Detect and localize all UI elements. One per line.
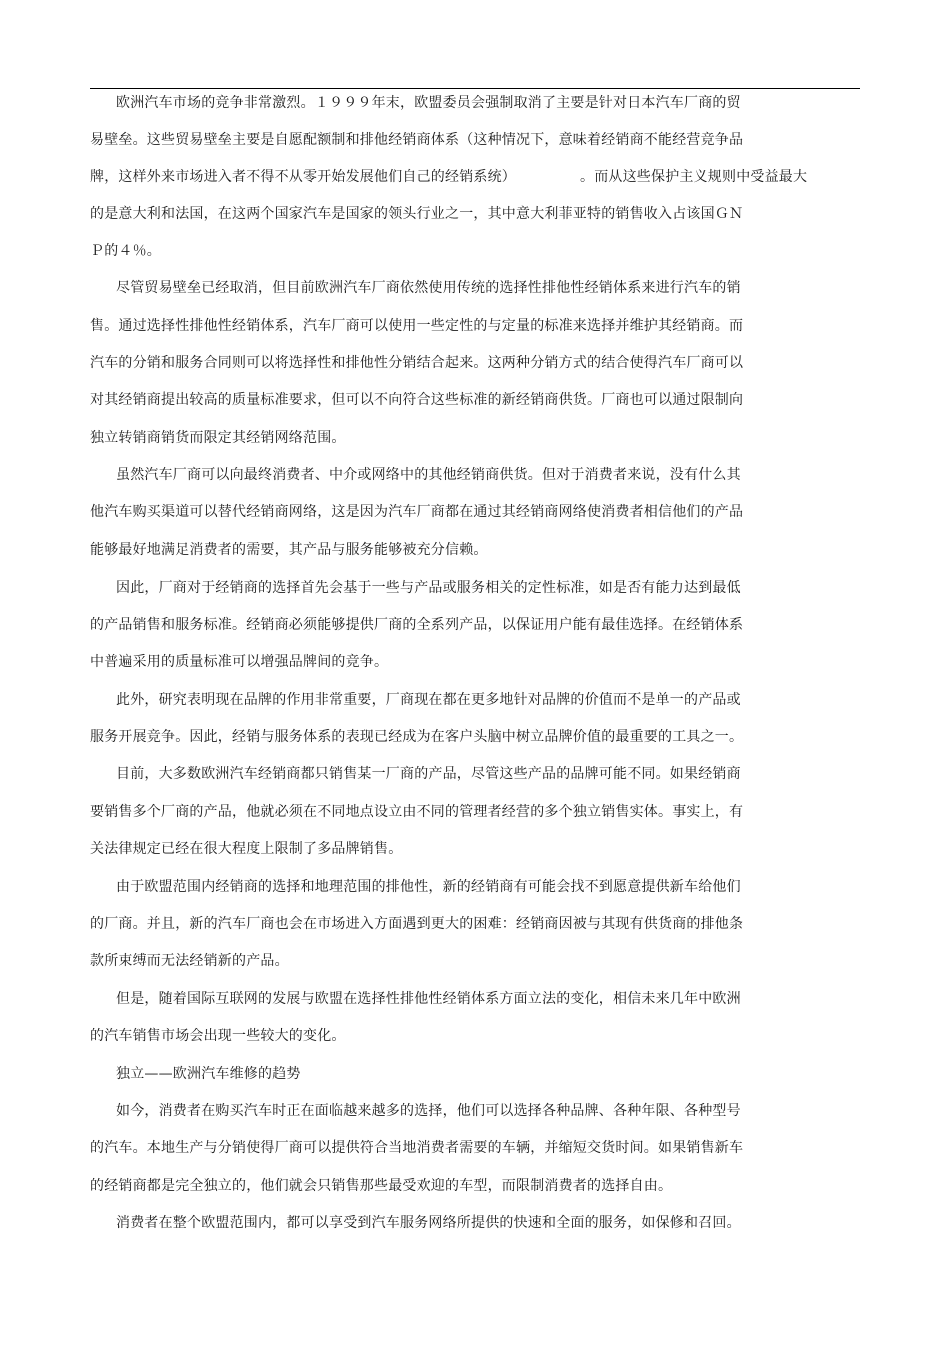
- paragraph-line: 虽然汽车厂商可以向最终消费者、中介或网络中的其他经销商供货。但对于消费者来说，没有什么其: [116, 467, 741, 483]
- paragraph-line: 尽管贸易壁垒已经取消，但目前欧洲汽车厂商依然使用传统的选择性排他性经销体系来进行汽车的销: [116, 280, 741, 296]
- paragraph-line: 但是，随着国际互联网的发展与欧盟在选择性排他性经销体系方面立法的变化，相信未来几年中欧洲: [116, 991, 741, 1007]
- paragraph-line: 的经销商都是完全独立的，他们就会只销售那些最受欢迎的车型，而限制消费者的选择自由。: [90, 1178, 673, 1194]
- paragraph-line: 目前，大多数欧洲汽车经销商都只销售某一厂商的产品，尽管这些产品的品牌可能不同。如果经销商: [116, 766, 741, 782]
- paragraph-line: 能够最好地满足消费者的需要，其产品与服务能够被充分信赖。: [90, 542, 488, 558]
- paragraph-line: 由于欧盟范围内经销商的选择和地理范围的排他性，新的经销商有可能会找不到愿意提供新车给他们: [116, 879, 741, 895]
- paragraph-line: 售。通过选择性排他性经销体系，汽车厂商可以使用一些定性的与定量的标准来选择并维护其经销商。而: [90, 318, 744, 334]
- paragraph-line: 的是意大利和法国，在这两个国家汽车是国家的领头行业之一，其中意大利菲亚特的销售收入占该国ＧＮ: [90, 206, 744, 222]
- paragraph-line: 他汽车购买渠道可以替代经销商网络，这是因为汽车厂商都在通过其经销商网络使消费者相信他们的产品: [90, 504, 744, 520]
- paragraph-line: 对其经销商提出较高的质量标准要求，但可以不向符合这些标准的新经销商供货。厂商也可以通过限制向: [90, 392, 744, 408]
- paragraph-line: 的产品销售和服务标准。经销商必须能够提供厂商的全系列产品，以保证用户能有最佳选择。在经销体系: [90, 617, 744, 633]
- paragraph-line: [90, 166, 807, 188]
- header-rule: [90, 88, 860, 89]
- paragraph-line: 因此，厂商对于经销商的选择首先会基于一些与产品或服务相关的定性标准，如是否有能力达到最低: [116, 580, 741, 596]
- paragraph-line-part: 。而从这些保护主义规则中受益最大: [580, 169, 808, 185]
- paragraph-line: 的厂商。并且，新的汽车厂商也会在市场进入方面遇到更大的困难：经销商因被与其现有供货商的排他条: [90, 916, 744, 932]
- paragraph-line: 关法律规定已经在很大程度上限制了多品牌销售。: [90, 841, 403, 857]
- paragraph-line-part: 牌，这样外来市场进入者不得不从零开始发展他们自己的经销系统）: [90, 169, 516, 185]
- section-heading: 独立——欧洲汽车维修的趋势: [116, 1066, 301, 1082]
- paragraph-line: 中普遍采用的质量标准可以增强品牌间的竞争。: [90, 654, 389, 670]
- paragraph-line: 的汽车销售市场会出现一些较大的变化。: [90, 1028, 346, 1044]
- paragraph-line: 汽车的分销和服务合同则可以将选择性和排他性分销结合起来。这两种分销方式的结合使得汽车厂商可以: [90, 355, 744, 371]
- paragraph-line: 的汽车。本地生产与分销使得厂商可以提供符合当地消费者需要的车辆，并缩短交货时间。如果销售新车: [90, 1140, 744, 1156]
- paragraph-line: 消费者在整个欧盟范围内，都可以享受到汽车服务网络所提供的快速和全面的服务，如保修和召回。: [116, 1215, 741, 1231]
- paragraph-line: 独立转销商销货而限定其经销网络范围。: [90, 430, 346, 446]
- paragraph-line: 如今，消费者在购买汽车时正在面临越来越多的选择，他们可以选择各种品牌、各种年限、各种型号: [116, 1103, 741, 1119]
- paragraph-line: 服务开展竞争。因此，经销与服务体系的表现已经成为在客户头脑中树立品牌价值的最重要的工具之一。: [90, 729, 744, 745]
- paragraph-line: 要销售多个厂商的产品，他就必须在不同地点设立由不同的管理者经营的多个独立销售实体。事实上，有: [90, 804, 744, 820]
- paragraph-line: 易壁垒。这些贸易壁垒主要是自愿配额制和排他经销商体系（这种情况下，意味着经销商不能经营竞争品: [90, 132, 744, 148]
- paragraph-line: Ｐ的４％。: [90, 243, 161, 259]
- paragraph-line: 款所束缚而无法经销新的产品。: [90, 953, 289, 969]
- paragraph-line: 欧洲汽车市场的竞争非常激烈。１９９９年末，欧盟委员会强制取消了主要是针对日本汽车厂商的贸: [116, 95, 741, 111]
- paragraph-line: 此外，研究表明现在品牌的作用非常重要，厂商现在都在更多地针对品牌的价值而不是单一的产品或: [116, 692, 741, 708]
